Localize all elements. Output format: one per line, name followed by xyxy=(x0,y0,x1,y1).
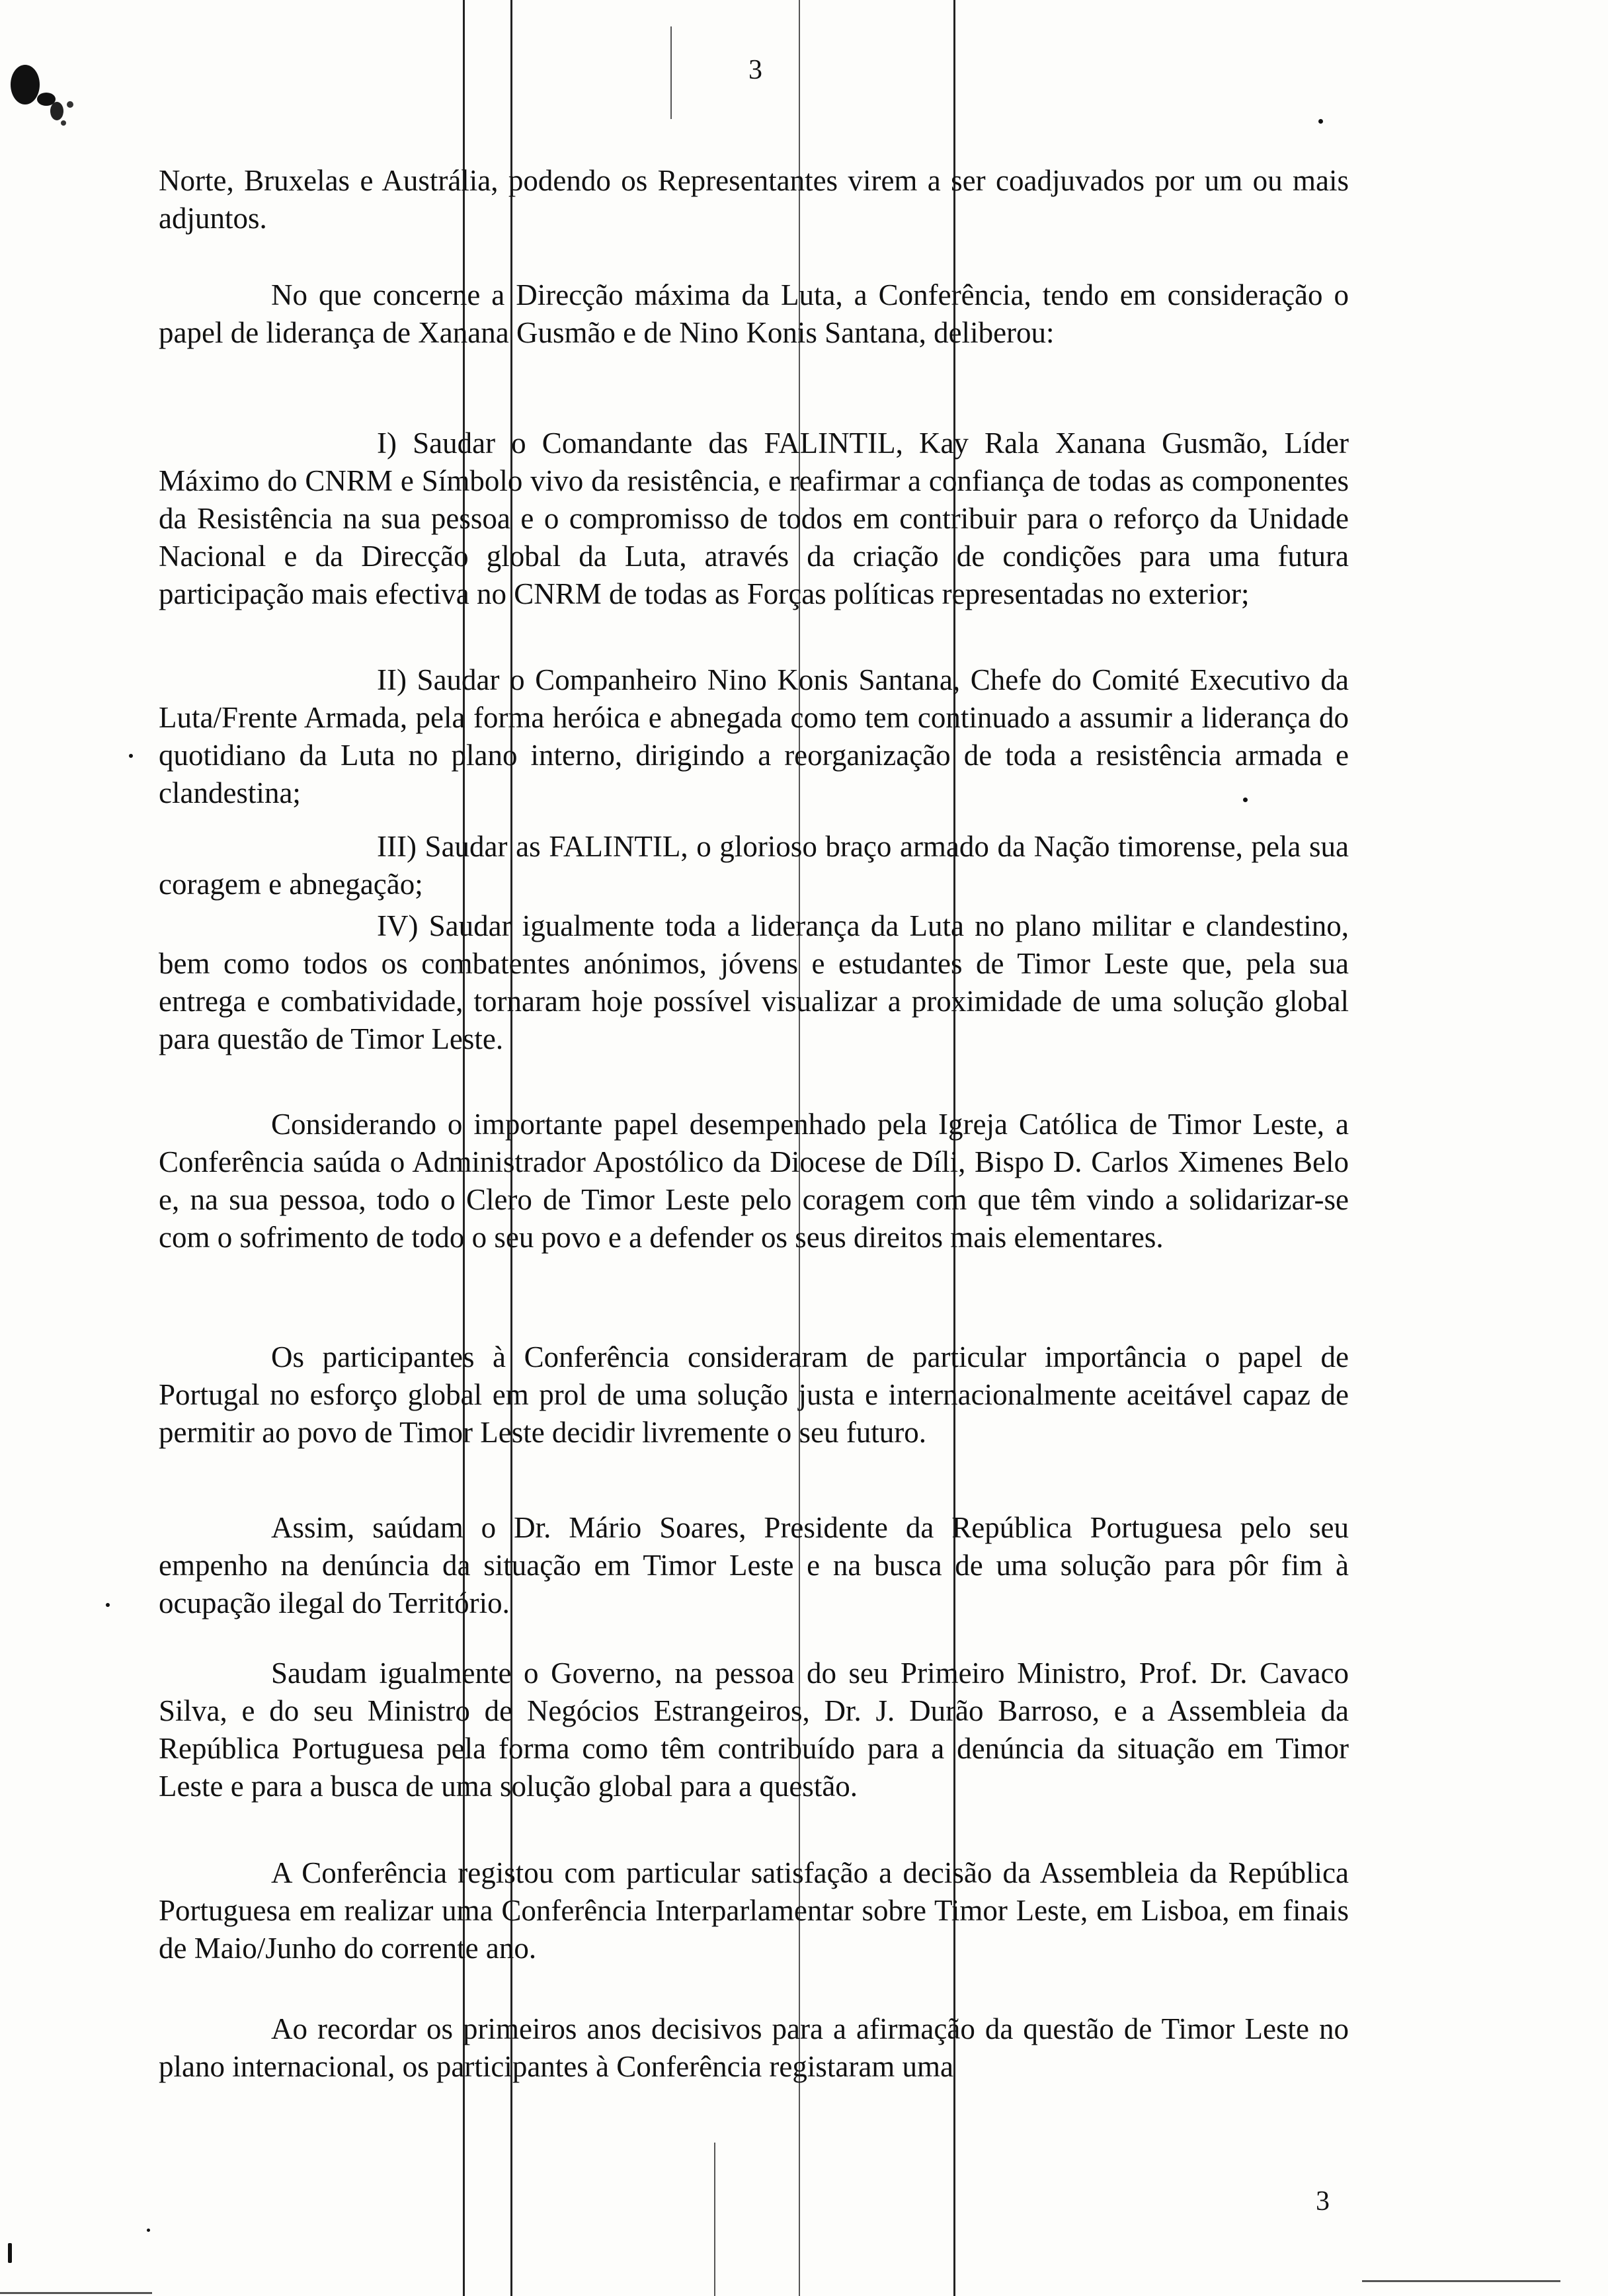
paragraph-igreja-catolica: Considerando o importante papel desempenhado pela Igreja Católica de Timor Leste, a Conferência saúda o Administrador Apostólico da Diocese de Díli, Bispo D. Carlos Ximenes Belo e, na sua pessoa, todo o Clero de Timor Leste pelo coragem com que têm vindo a solidarizar-se com o sofrimento de todo o seu povo e a defender os seus direitos mais elementares. xyxy=(159,1108,1349,1254)
paragraph-representantes: Norte, Bruxelas e Austrália, podendo os Representantes virem a ser coadjuvados por um ou mais adjuntos. xyxy=(159,164,1349,235)
paragraph-primeiros-anos: Ao recordar os primeiros anos decisivos para a afirmação da questão de Timor Leste no plano internacional, os participantes à Conferência registaram uma xyxy=(159,2012,1349,2083)
list-item-saudar-nino-konis: II) Saudar o Companheiro Nino Konis Santana, Chefe do Comité Executivo da Luta/Frente Armada, pela forma heróica e abnegada como tem continuado a assumir a liderança do quotidiano da Luta no plano interno, dirigindo a reorganização de toda a resistência armada e clandestina; xyxy=(159,663,1349,809)
paragraph-mario-soares: Assim, saúdam o Dr. Mário Soares, Presidente da República Portuguesa pelo seu empenho na denúncia da situação em Timor Leste e na busca de uma solução para pôr fim à ocupação ilegal do Território. xyxy=(159,1511,1349,1620)
fax-vertical-line xyxy=(670,26,672,119)
scan-speck xyxy=(129,754,133,758)
paragraph-direccao-luta: No que concerne a Direcção máxima da Luta, a Conferência, tendo em consideração o papel de liderança de Xanana Gusmão e de Nino Konis Santana, deliberou: xyxy=(159,278,1349,349)
paragraph-papel-portugal: Os participantes à Conferência consideraram de particular importância o papel de Portugal no esforço global em prol de uma solução justa e internacionalmente aceitável capaz de permitir ao povo de Timor Leste decidir livremente o seu futuro. xyxy=(159,1340,1349,1449)
scan-edge-dash xyxy=(1362,2280,1560,2282)
scan-speck xyxy=(106,1603,110,1607)
page-number-top: 3 xyxy=(748,55,762,85)
scan-speck xyxy=(1318,119,1323,124)
list-item-saudar-lideranca: IV) Saudar igualmente toda a liderança da Luta no plano militar e clandestino, bem como todos os combatentes anónimos, jóvens e estudantes de Timor Leste que, pela sua entrega e combatividade, tornaram hoje possível visualizar a proximidade de uma solução global para questão de Timor Leste. xyxy=(159,909,1349,1055)
scan-edge-dash xyxy=(0,2292,152,2294)
scan-speck xyxy=(8,2243,12,2263)
list-item-saudar-xanana: I) Saudar o Comandante das FALINTIL, Kay Rala Xanana Gusmão, Líder Máximo do CNRM e Símbolo vivo da resistência, e reafirmar a confiança de todas as componentes da Resistência na sua pessoa e o compromisso de todos em contribuir para o reforço da Unidade Nacional e da Direcção global da Luta, através da criação de condições para uma futura participação mais efectiva no CNRM de todas as Forças políticas representadas no exterior; xyxy=(159,427,1349,610)
scan-speck xyxy=(147,2229,150,2232)
fax-vertical-line xyxy=(714,2143,715,2296)
page-number-bottom: 3 xyxy=(1316,2186,1330,2217)
list-item-saudar-falintil: III) Saudar as FALINTIL, o glorioso braço armado da Nação timorense, pela sua coragem e abnegação; xyxy=(159,830,1349,901)
paragraph-governo: Saudam igualmente o Governo, na pessoa do seu Primeiro Ministro, Prof. Dr. Cavaco Silva, e do seu Ministro de Negócios Estrangeiros, Dr. J. Durão Barroso, e a Assembleia da República Portuguesa pela forma como têm contribuído para a denúncia da situação em Timor Leste e para a busca de uma solução global para a questão. xyxy=(159,1657,1349,1803)
paragraph-conferencia-interparlamentar: A Conferência registou com particular satisfação a decisão da Assembleia da República Portuguesa em realizar uma Conferência Interparlamentar sobre Timor Leste, em Lisboa, em finais de Maio/Junho do corrente ano. xyxy=(159,1856,1349,1965)
corner-blot-mark xyxy=(5,58,85,138)
